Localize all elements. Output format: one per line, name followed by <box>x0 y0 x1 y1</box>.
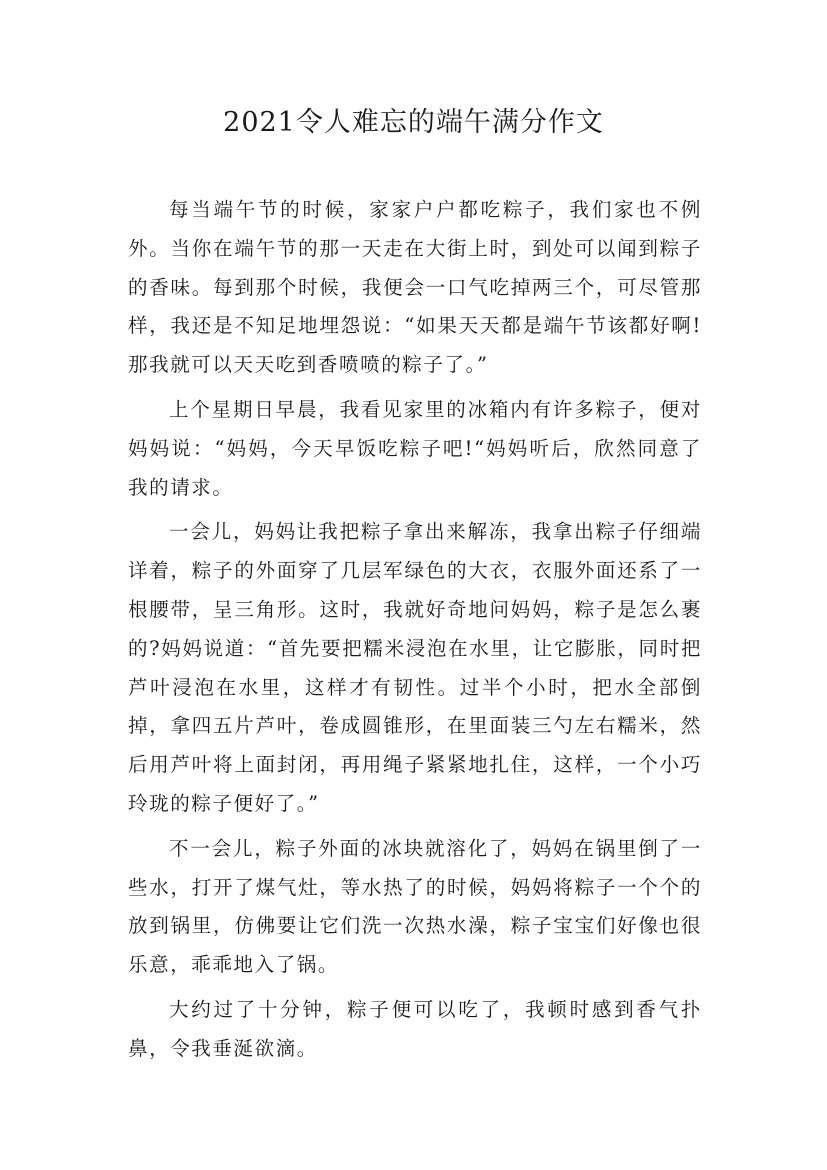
paragraph-2: 上个星期日早晨，我看见家里的冰箱内有许多粽子，便对妈妈说：“妈妈，今天早饭吃粽子吧!“妈妈听后，欣然同意了我的请求。 <box>128 397 702 499</box>
document-title: 2021令人难忘的端午满分作文 <box>223 107 604 138</box>
paragraph-1: 每当端午节的时候，家家户户都吃粽子，我们家也不例外。当你在端午节的那一天走在大街上时，到处可以闻到粽子的香味。每到那个时候，我便会一口气吃掉两三个，可尽管那样，我还是不知足地埋怨说：“如果天天都是端午节该都好啊!那我就可以天天吃到香喷喷的粽子了。” <box>128 198 702 377</box>
paragraph-5: 大约过了十分钟，粽子便可以吃了，我顿时感到香气扑鼻，令我垂涎欲滴。 <box>128 997 702 1060</box>
paragraph-3: 一会儿，妈妈让我把粽子拿出来解冻，我拿出粽子仔细端详着，粽子的外面穿了几层军绿色的大衣，衣服外面还系了一根腰带，呈三角形。这时，我就好奇地问妈妈，粽子是怎么裹的?妈妈说道：“首先要把糯米浸泡在水里，让它膨胀，同时把芦叶浸泡在水里，这样才有韧性。过半个小时，把水全部倒掉，拿四五片芦叶，卷成圆锥形，在里面装三勺左右糯米，然后用芦叶将上面封闭，再用绳子紧紧地扎住，这样，一个小巧玲珑的粽子便好了。” <box>128 520 702 815</box>
paragraph-4: 不一会儿，粽子外面的冰块就溶化了，妈妈在锅里倒了一些水，打开了煤气灶，等水热了的时候，妈妈将粽子一个个的放到锅里，仿佛要让它们洗一次热水澡，粽子宝宝们好像也很乐意，乖乖地入了锅。 <box>128 836 702 977</box>
document-body <box>128 191 702 1075</box>
